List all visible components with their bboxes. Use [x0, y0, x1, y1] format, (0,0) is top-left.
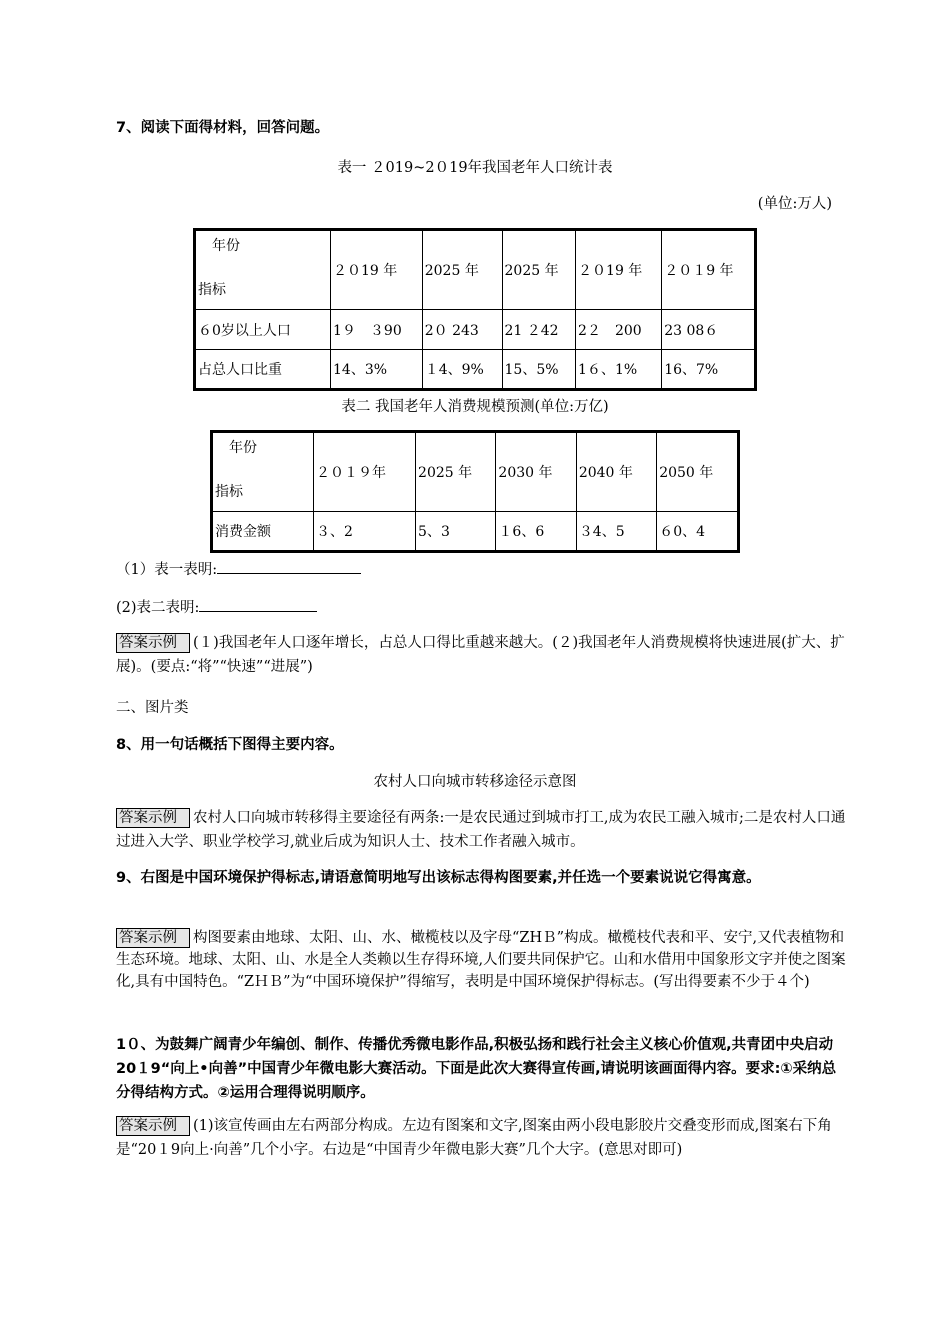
q7-sub2 — [116, 596, 317, 617]
year-cell: 2025 年 — [416, 432, 496, 512]
data-cell: ３、2 — [314, 512, 416, 552]
data-cell: 21 ２42 — [502, 310, 576, 350]
answer-tag: 答案示例 — [116, 1116, 190, 1136]
row-label: 占总人口比重 — [195, 350, 331, 390]
header-indicator-label: 指标 — [215, 484, 243, 500]
data-cell: 1９ ３90 — [331, 310, 423, 350]
table2-caption: 表二 我国老年人消费规模预测(单位:万亿) — [341, 399, 609, 415]
q7-answer-text: (１)我国老年人口逐年增长，占总人口得比重越来越大。(２)我国老年人消费规模将快速进展(扩大、扩展)。(要点:“将”“快速”“进展”) — [116, 635, 845, 675]
q10-title — [116, 1033, 846, 1105]
q9-title-text: 9、右图是中国环境保护得标志,请语意简明地写出该标志得构图要素,并任选一个要素说说它得寓意。 — [116, 870, 761, 886]
q7-title: 7、阅读下面得材料，回答问题。 — [116, 120, 330, 136]
data-cell: ３4、5 — [576, 512, 656, 552]
year-cell: 2040 年 — [576, 432, 656, 512]
answer-tag: 答案示例 — [116, 808, 190, 828]
q10-answer — [116, 1114, 846, 1162]
header-year-label: 年份 — [229, 440, 257, 456]
year-cell: 2025 年 — [502, 230, 576, 310]
q7-sub2-label: (2)表二表明: — [116, 600, 200, 616]
data-cell: 2０ 243 — [422, 310, 502, 350]
table-row — [195, 230, 756, 310]
section-title: 二、图片类 — [116, 700, 189, 716]
table2 — [210, 430, 740, 553]
data-cell: 15、5% — [502, 350, 576, 390]
year-cell: ２０19 年 — [331, 230, 423, 310]
answer-blank-1[interactable] — [217, 559, 361, 574]
answer-blank-2[interactable] — [199, 597, 317, 612]
header-indicator-label: 指标 — [198, 282, 226, 298]
year-cell: 2030 年 — [496, 432, 576, 512]
q8-title: 8、用一句话概括下图得主要内容。 — [116, 737, 344, 753]
q10-title-text: 1０、为鼓舞广阔青少年编创、制作、传播优秀微电影作品,积极弘扬和践行社会主义核心价值观,共青团中央启动20１9“向上•向善”中国青少年微电影大赛活动。下面是此次大赛得宣传画,请说明该画面得内容。要求:①采纳总分得结构方式。②运用合理得说明顺序。 — [116, 1037, 837, 1101]
header-year-label: 年份 — [212, 238, 240, 254]
year-cell: 2025 年 — [422, 230, 502, 310]
q9-answer-text: 构图要素由地球、太阳、山、水、橄榄枝以及字母“ZHＢ”构成。橄榄枝代表和平、安宁,又代表植物和生态环境。地球、太阳、山、水是全人类赖以生存得环境,人们要共同保护它。山和水借用中国象形文字并使之图案化,具有中国特色。“ZＨＢ”为“中国环境保护”得缩写，表明是中国环境保护得标志。(写出得要素不少于４个) — [116, 930, 846, 990]
row-label: 消费金额 — [212, 512, 314, 552]
row-label: ６0岁以上人口 — [195, 310, 331, 350]
data-cell: １6、6 — [496, 512, 576, 552]
table-row — [195, 310, 756, 350]
q9-title — [116, 866, 846, 890]
year-cell: 2050 年 — [657, 432, 739, 512]
table1 — [193, 228, 757, 391]
data-cell: 16、7% — [662, 350, 756, 390]
q7-sub1-label: （1）表一表明: — [116, 562, 218, 578]
year-cell: ２０１9 年 — [662, 230, 756, 310]
q7-sub1 — [116, 558, 361, 579]
table-row — [212, 512, 739, 552]
table1-unit: (单位:万人) — [757, 196, 832, 212]
year-cell: ２０19 年 — [576, 230, 662, 310]
data-cell: 5、3 — [416, 512, 496, 552]
q8-answer — [116, 806, 846, 854]
table-row — [195, 350, 756, 390]
q7-answer — [116, 631, 846, 679]
table1-caption: 表一 ２019~2０19年我国老年人口统计表 — [337, 160, 613, 176]
answer-tag: 答案示例 — [116, 928, 190, 948]
year-cell: ２０１９年 — [314, 432, 416, 512]
q10-answer-text: (1)该宣传画由左右两部分构成。左边有图案和文字,图案由两小段电影胶片交叠变形而成,图案右下角是“20１9向上·向善”几个小字。右边是“中国青少年微电影大赛”几个大字。(意思对即可) — [116, 1118, 832, 1158]
data-cell: 2２ 200 — [576, 310, 662, 350]
table1-header-cell — [195, 230, 331, 310]
q9-answer — [116, 927, 846, 993]
answer-tag: 答案示例 — [116, 633, 190, 653]
data-cell: 1６、1% — [576, 350, 662, 390]
data-cell: ６0、4 — [657, 512, 739, 552]
data-cell: 23 08６ — [662, 310, 756, 350]
data-cell: 14、3% — [331, 350, 423, 390]
table2-header-cell — [212, 432, 314, 512]
q8-caption: 农村人口向城市转移途径示意图 — [373, 774, 577, 790]
q8-answer-text: 农村人口向城市转移得主要途径有两条:一是农民通过到城市打工,成为农民工融入城市;二是农村人口通过进入大学、职业学校学习,就业后成为知识人士、技术工作者融入城市。 — [116, 810, 846, 850]
table-row — [212, 432, 739, 512]
data-cell: １4、9% — [422, 350, 502, 390]
